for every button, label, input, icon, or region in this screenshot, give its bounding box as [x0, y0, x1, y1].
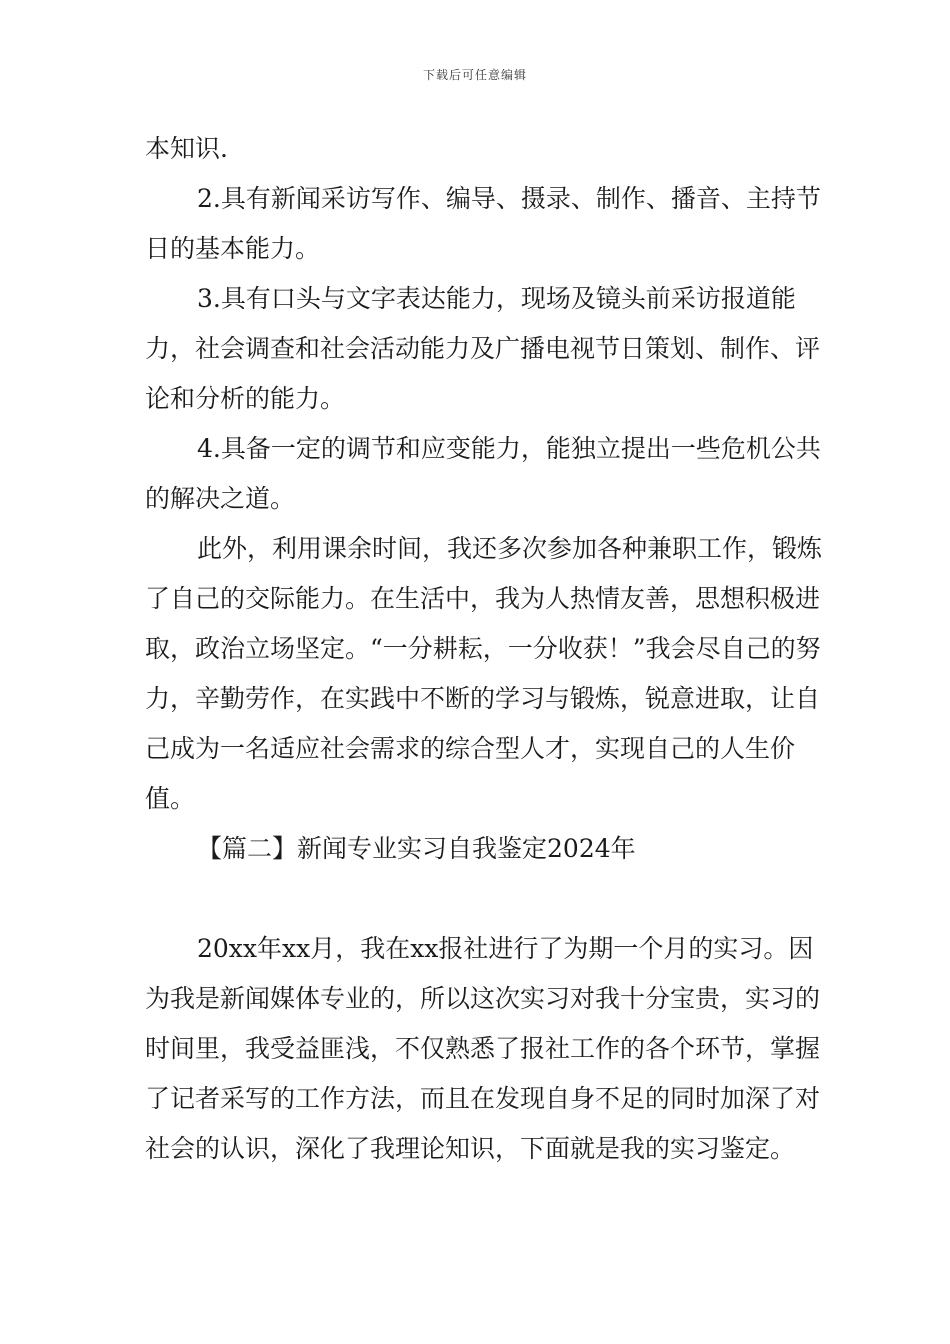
paragraph-extra: 此外，利用课余时间，我还多次参加各种兼职工作，锻炼了自己的交际能力。在生活中，我为人热情友善，思想积极进取，政治立场坚定。“一分耕耘，一分收获！”我会尽自己的努力，辛勤劳作，在实践中不断的学习与锻炼，锐意进取，让自己成为一名适应社会需求的综合型人才，实现自己的人生价值。	[145, 534, 823, 813]
paragraph-item-4: 4.具备一定的调节和应变能力，能独立提出一些危机公共的解决之道。	[145, 434, 821, 513]
section-heading: 【篇二】新闻专业实习自我鉴定2024年	[197, 834, 636, 863]
paragraph-item-3: 3.具有口头与文字表达能力，现场及镜头前采访报道能力，社会调查和社会活动能力及广播电视节日策划、制作、评论和分析的能力。	[145, 284, 821, 413]
paragraph-internship: 20xx年xx月，我在xx报社进行了为期一个月的实习。因为我是新闻媒体专业的，所以这次实习对我十分宝贵，实习的时间里，我受益匪浅，不仅熟悉了报社工作的各个环节，掌握了记者采写的工作方法，而且在发现自身不足的同时加深了对社会的认识，深化了我理论知识，下面就是我的实习鉴定。	[145, 934, 821, 1163]
paragraph-continuation: 本知识.	[145, 134, 228, 163]
document-body	[145, 124, 825, 1174]
paragraph-item-2: 2.具有新闻采访写作、编导、摄录、制作、播音、主持节日的基本能力。	[145, 184, 821, 263]
page-header: 下载后可任意编辑	[422, 68, 527, 82]
